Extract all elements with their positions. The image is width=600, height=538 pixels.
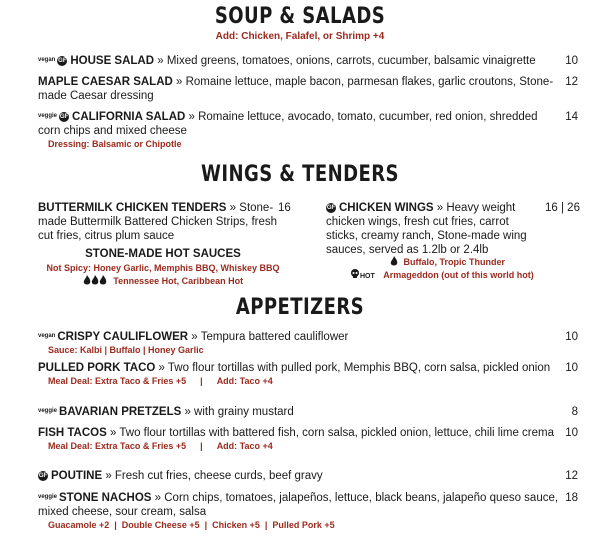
item-name: BAVARIAN PRETZELS [59, 406, 182, 418]
item-name: FISH TACOS [38, 427, 107, 439]
triple-flame-row [38, 274, 288, 287]
menu-item-maple-caesar [38, 75, 578, 103]
meal-deal-note: Meal Deal: Extra Taco & Fries +5 [48, 376, 187, 386]
section-title-soup-salads: SOUP & SALADS [214, 4, 386, 29]
item-name: CHICKEN WINGS [339, 202, 434, 214]
item-price: 18 [565, 492, 578, 504]
armageddon-sauce: Armageddon (out of this world hot) [383, 270, 534, 280]
hot-sauces-block [38, 248, 288, 287]
hot-sauces-title: STONE-MADE HOT SAUCES [85, 248, 241, 260]
add-taco-note: Add: Taco +4 [216, 441, 273, 451]
gluten-free-icon: GF [38, 472, 48, 479]
skull-icon [350, 269, 360, 278]
item-price: 14 [565, 111, 578, 123]
menu-item-poutine [38, 469, 578, 483]
menu-item-fish-tacos [38, 426, 578, 452]
single-flame-row [350, 255, 570, 268]
item-name: POUTINE [51, 470, 103, 482]
item-name: MAPLE CAESAR SALAD [38, 76, 173, 88]
item-description: » Heavy weight chicken wings, fresh cut fries, carrot sticks, creamy ranch, Stone-made wing sauces, served as 1.2lb or 2.4lb [326, 202, 527, 256]
flame-icon [99, 275, 107, 285]
menu-item-tenders [38, 201, 291, 243]
soup-salads-section [0, 4, 600, 42]
item-name: BUTTERMILK CHICKEN TENDERS [38, 202, 227, 214]
item-price: 16 [278, 202, 291, 214]
single-flame-sauces: Buffalo, Tropic Thunder [403, 257, 505, 267]
flame-icon [390, 256, 398, 266]
flame-icon [91, 275, 99, 285]
item-description: » Fresh cut fries, cheese curds, beef gravy [102, 470, 323, 482]
item-name: CALIFORNIA SALAD [72, 111, 186, 123]
meal-deal-note: Meal Deal: Extra Taco & Fries +5 [48, 441, 187, 451]
item-price: 10 [565, 55, 578, 67]
item-price: 16 | 26 [545, 202, 580, 214]
hot-label: HOT [360, 273, 375, 280]
item-note [38, 375, 562, 387]
item-name: PULLED PORK TACO [38, 362, 156, 374]
item-note: Guacamole +2 | Double Cheese +5 | Chicken +5 | Pulled Pork +5 [48, 520, 335, 530]
item-note: Dressing: Balsamic or Chipotle [48, 139, 182, 149]
menu-item-pulled-pork-taco [38, 361, 578, 387]
veggie-icon: veggie [38, 113, 58, 120]
flame-icon [83, 275, 91, 285]
add-taco-note: Add: Taco +4 [216, 376, 273, 386]
item-description: » Corn chips, tomatoes, jalapeños, lettuce, black beans, jalapeño queso sauce, mixed cheese, sour cream, salsa [38, 492, 559, 518]
armageddon-row [350, 268, 570, 283]
section-title-wings: WINGS & TENDERS [201, 162, 399, 187]
item-description: » Mixed greens, tomatoes, onions, carrots, cucumber, balsamic vinaigrette [154, 55, 536, 67]
wings-section [0, 162, 600, 187]
gluten-free-icon: GF [326, 204, 336, 211]
item-description: » Two flour tortillas with pulled pork, Memphis BBQ, corn salsa, pickled onion [155, 362, 551, 374]
item-price: 12 [565, 76, 578, 88]
item-description: » Romaine lettuce, maple bacon, parmesan flakes, garlic croutons, Stone-made Caesar dressing [38, 76, 554, 102]
item-price: 10 [565, 331, 578, 343]
item-description: » Stone-made Buttermilk Battered Chicken Strips, fresh cut fries, citrus plum sauce [38, 202, 278, 242]
item-name: HOUSE SALAD [70, 55, 155, 67]
item-description: » Two flour tortillas with battered fish, corn salsa, pickled onion, lettuce, chili lime crema [106, 427, 555, 439]
item-note: Sauce: Kalbi | Buffalo | Honey Garlic [48, 345, 204, 355]
vegan-icon: vegan [38, 57, 56, 64]
menu-item-chicken-wings [326, 201, 580, 257]
item-description: » Romaine lettuce, avocado, tomato, cucumber, red onion, shredded corn chips and mixed cheese [38, 111, 538, 137]
menu-item-crispy-cauliflower [38, 330, 578, 356]
section-title-appetizers: APPETIZERS [235, 295, 365, 320]
veggie-icon: veggie [38, 408, 58, 415]
menu-item-house-salad [38, 54, 578, 68]
menu-item-bavarian-pretzels [38, 405, 578, 419]
item-note [38, 440, 562, 452]
separator: | [200, 441, 203, 451]
menu-item-stone-nachos [38, 491, 578, 531]
salad-addons: Add: Chicken, Falafel, or Shrimp +4 [215, 31, 385, 42]
item-price: 8 [571, 406, 578, 418]
not-spicy-sauces: Not Spicy: Honey Garlic, Memphis BBQ, Whiskey BBQ [46, 263, 280, 273]
gluten-free-icon: GF [59, 113, 69, 120]
wing-sauces-block [350, 255, 570, 283]
item-name: CRISPY CAULIFLOWER [57, 331, 189, 343]
veggie-icon: veggie [38, 494, 58, 501]
separator: | [200, 376, 203, 386]
item-price: 10 [565, 362, 578, 374]
vegan-icon: vegan [38, 333, 56, 340]
item-description: » Tempura battered cauliflower [188, 331, 349, 343]
gluten-free-icon: GF [58, 57, 67, 64]
item-price: 12 [565, 470, 578, 482]
triple-flame-sauces: Tennessee Hot, Caribbean Hot [113, 276, 244, 286]
item-price: 10 [565, 427, 578, 439]
menu-item-california-salad [38, 110, 578, 150]
item-name: STONE NACHOS [59, 492, 152, 504]
item-description: » with grainy mustard [181, 406, 294, 418]
appetizers-section [0, 295, 600, 320]
